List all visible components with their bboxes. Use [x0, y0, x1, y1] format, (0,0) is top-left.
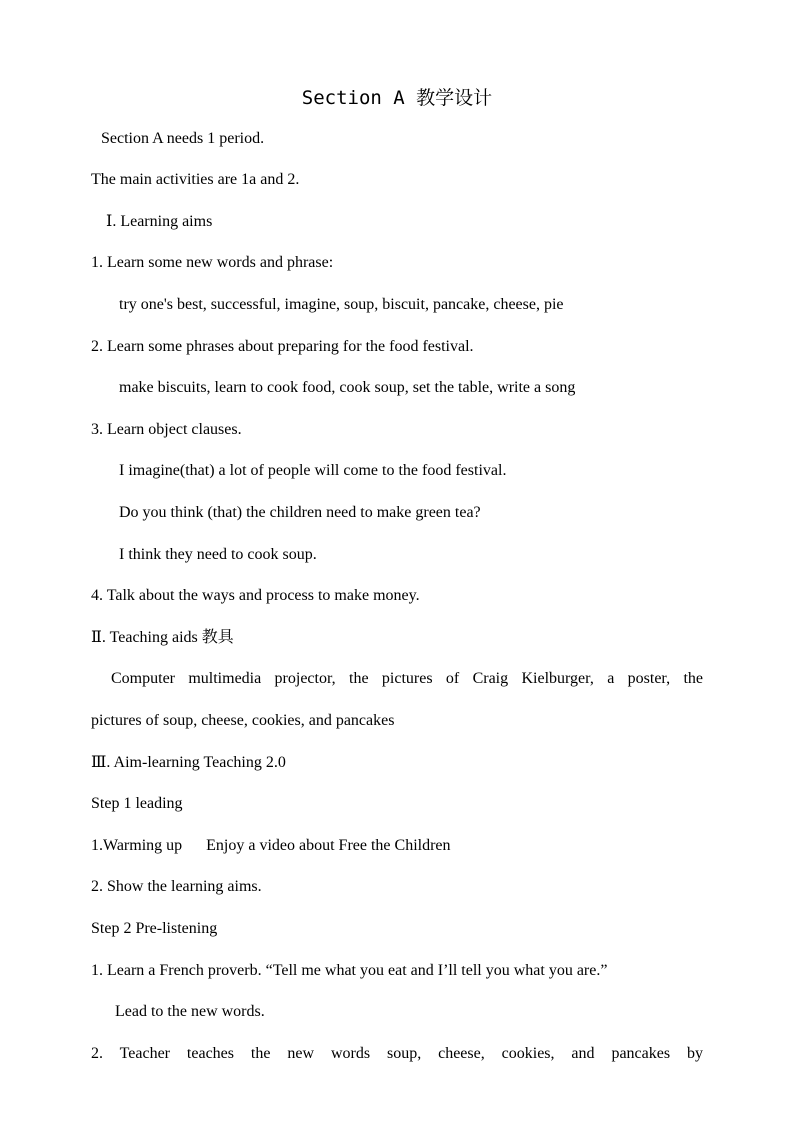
step-1-item-1: 1.Warming up Enjoy a video about Free the Children [91, 837, 451, 854]
list-item-3: 3. Learn object clauses. [91, 421, 242, 438]
list-item-2-phrases: make biscuits, learn to cook food, cook soup, set the table, write a song [119, 379, 576, 396]
text-line-main-activities: The main activities are 1a and 2. [91, 171, 300, 188]
list-item-2: 2. Learn some phrases about preparing for the food festival. [91, 338, 474, 355]
teaching-aids-text-2: pictures of soup, cheese, cookies, and pancakes [91, 712, 395, 729]
step-1-item-2: 2. Show the learning aims. [91, 878, 262, 895]
teaching-aids-text-1: Computer multimedia projector, the pictures of Craig Kielburger, a poster, the [111, 670, 703, 687]
heading-learning-aims: Ⅰ. Learning aims [106, 213, 213, 230]
page-title: Section A 教学设计 [301, 87, 493, 109]
step-2-heading: Step 2 Pre-listening [91, 920, 218, 937]
step-2-item-2: 2. Teacher teaches the new words soup, cheese, cookies, and pancakes by [91, 1045, 703, 1062]
text-line-period: Section A needs 1 period. [101, 130, 265, 147]
step-2-item-1-cont: Lead to the new words. [115, 1003, 265, 1020]
step-1-heading: Step 1 leading [91, 795, 183, 812]
list-item-1: 1. Learn some new words and phrase: [91, 254, 334, 271]
list-item-1-words: try one's best, successful, imagine, soup, biscuit, pancake, cheese, pie [119, 296, 564, 313]
heading-aim-learning: Ⅲ. Aim-learning Teaching 2.0 [91, 754, 286, 771]
example-sentence-2: Do you think (that) the children need to make green tea? [119, 504, 481, 521]
list-item-4: 4. Talk about the ways and process to make money. [91, 587, 420, 604]
example-sentence-3: I think they need to cook soup. [119, 546, 317, 563]
step-2-item-1: 1. Learn a French proverb. “Tell me what you eat and I’ll tell you what you are.” [91, 962, 608, 979]
heading-teaching-aids: Ⅱ. Teaching aids 教具 [91, 629, 234, 646]
example-sentence-1: I imagine(that) a lot of people will come to the food festival. [119, 462, 507, 479]
